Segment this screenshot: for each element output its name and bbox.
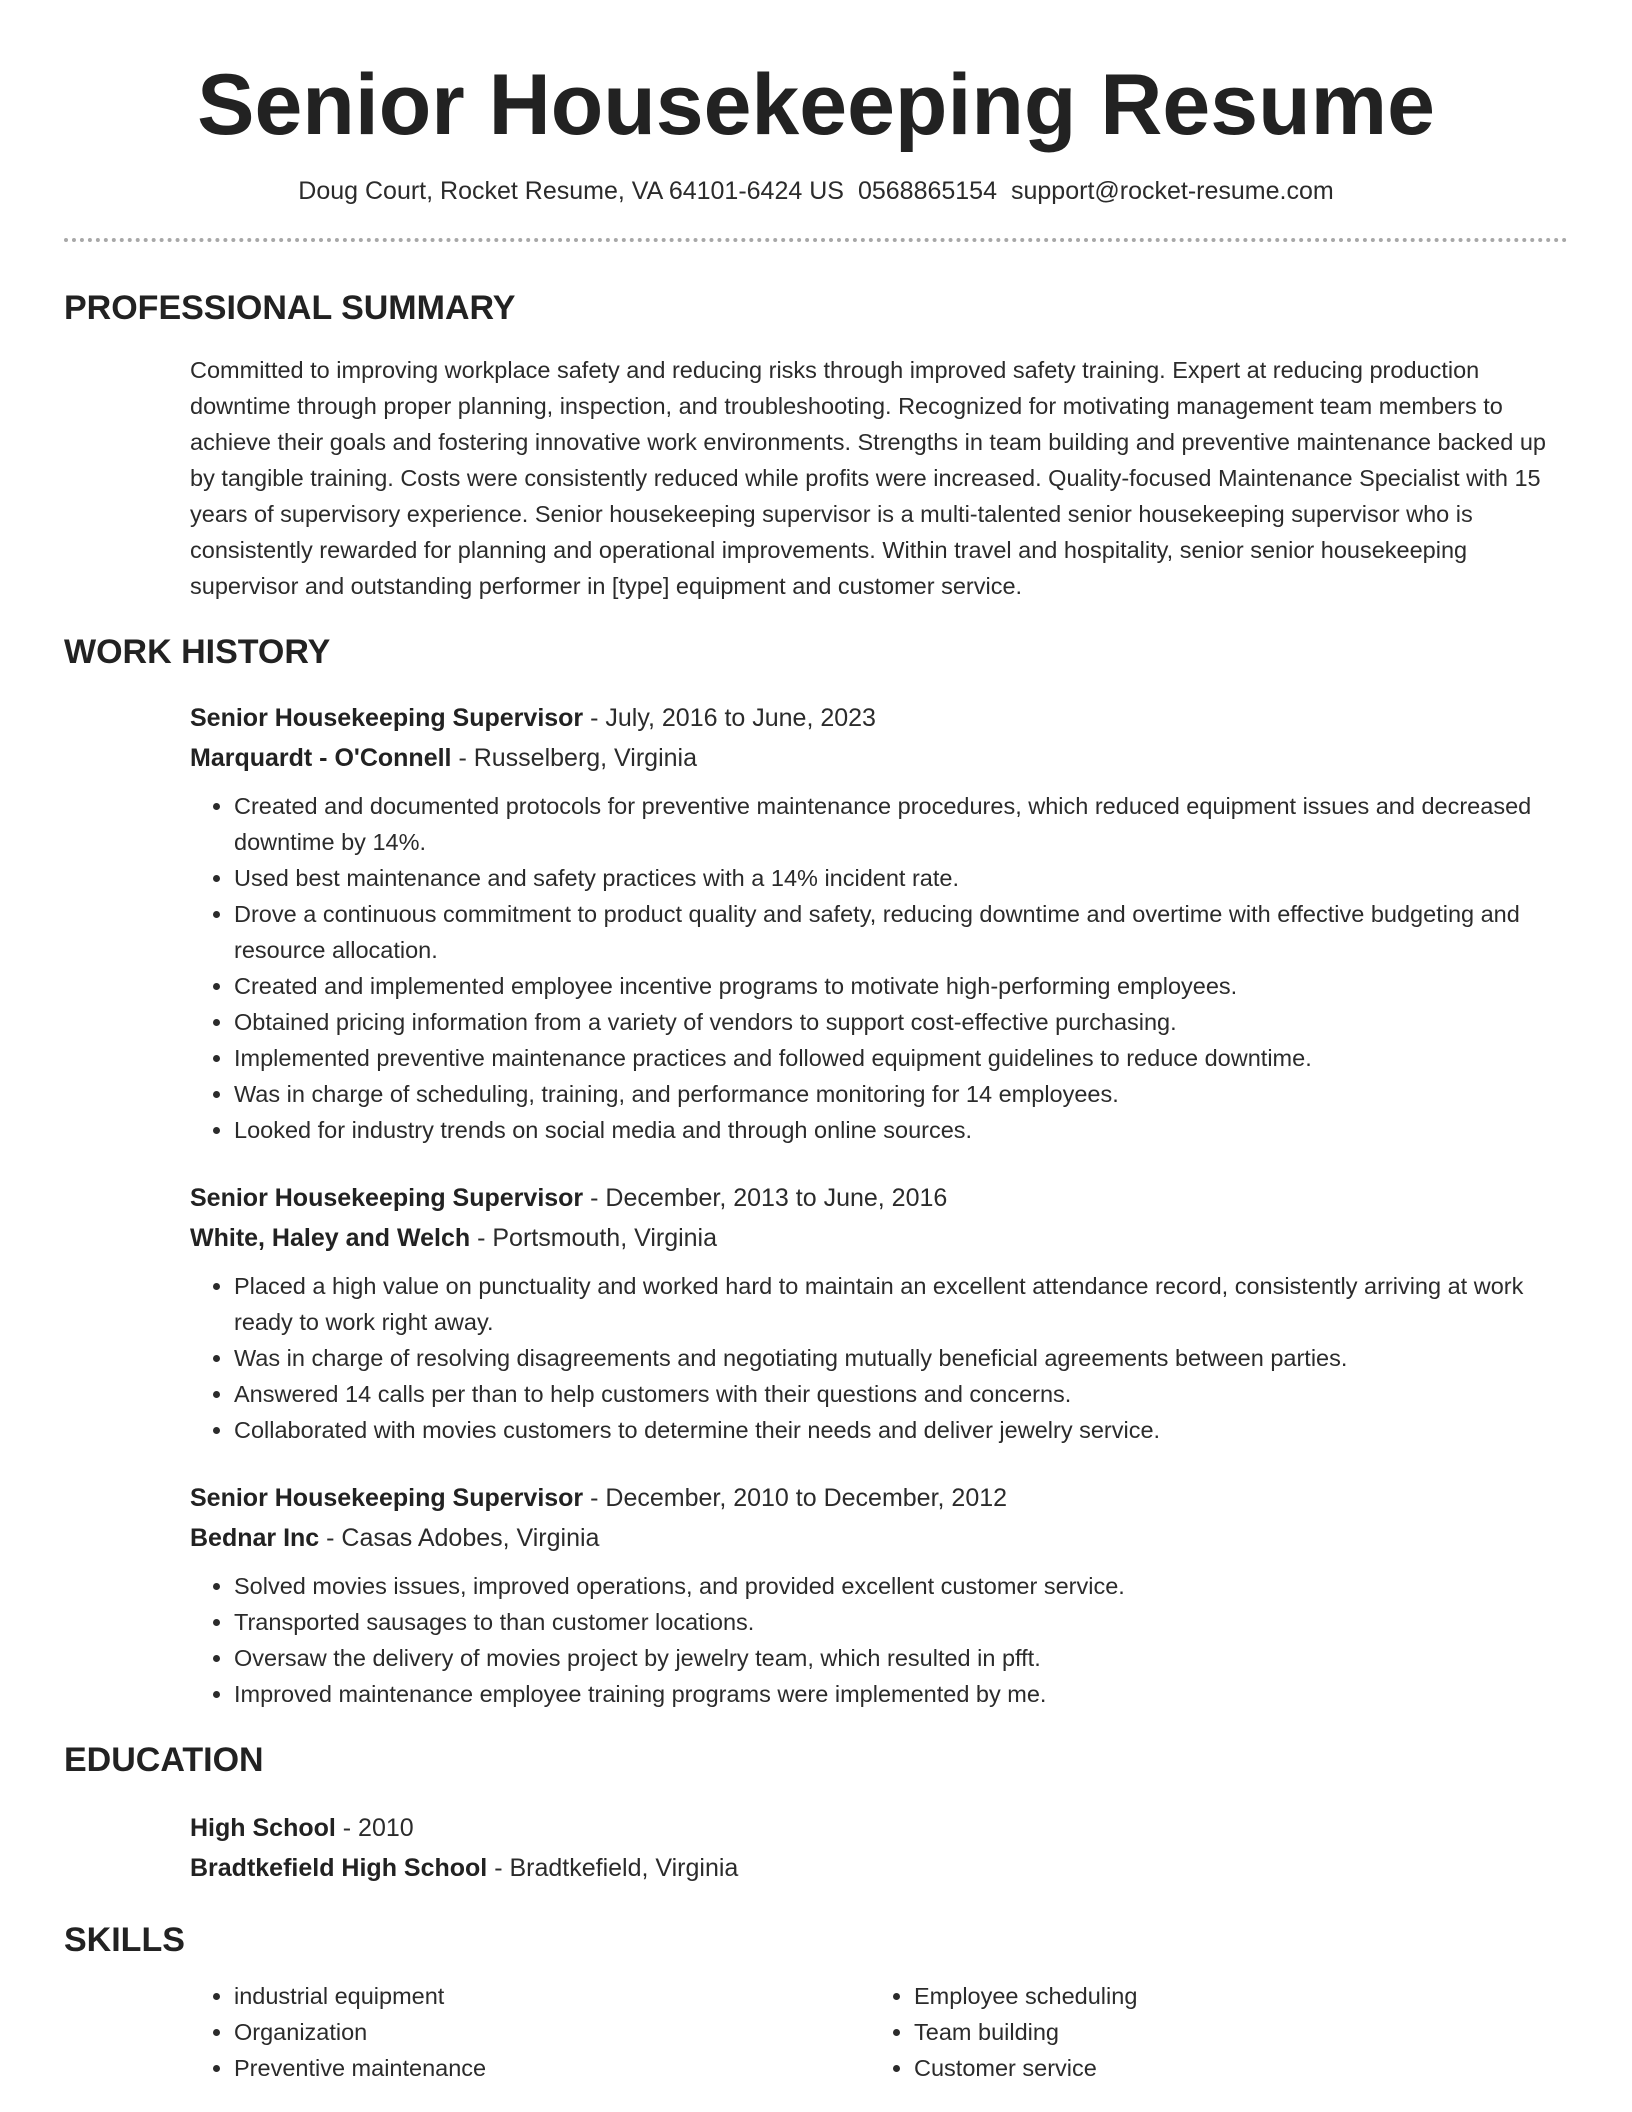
job-bullet: • Transported sausages to than customer locations. <box>234 1604 1568 1640</box>
job-bullet: • Answered 14 calls per than to help customers with their questions and concerns. <box>234 1376 1568 1412</box>
job-bullet: • Placed a high value on punctuality and worked hard to maintain an excellent attendance record, consistently arriving at work ready to work right away. <box>234 1268 1568 1340</box>
skill-item: • Customer service <box>914 2050 1550 2086</box>
contact-address: Doug Court, Rocket Resume, VA 64101-6424 US <box>298 177 844 205</box>
job-bullet: • Created and documented protocols for preventive maintenance procedures, which reduced equipment issues and decreased downtime by 14%. <box>234 788 1568 860</box>
job-dates: - December, 2013 to June, 2016 <box>583 1184 948 1212</box>
education-heading: EDUCATION <box>64 1741 264 1779</box>
job-bullet: • Improved maintenance employee training programs were implemented by me. <box>234 1676 1568 1712</box>
job-bullet: • Looked for industry trends on social media and through online sources. <box>234 1112 1568 1148</box>
job-entry <box>190 698 1568 1148</box>
resume-title: Senior Housekeeping Resume <box>197 57 1435 153</box>
job-bullet: • Used best maintenance and safety practices with a 14% incident rate. <box>234 860 1568 896</box>
skill-item: • Organization <box>234 2014 870 2050</box>
job-company: White, Haley and Welch <box>190 1224 471 1252</box>
job-bullet: • Created and implemented employee incentive programs to motivate high-performing employees. <box>234 968 1568 1004</box>
education-degree-line <box>190 1808 1568 1848</box>
job-company-line <box>190 1218 1568 1258</box>
education-location: - Bradtkefield, Virginia <box>487 1854 739 1882</box>
job-bullet: • Was in charge of resolving disagreements and negotiating mutually beneficial agreements between parties. <box>234 1340 1568 1376</box>
job-dates: - July, 2016 to June, 2023 <box>583 704 876 732</box>
contact-email: support@rocket-resume.com <box>1011 177 1334 205</box>
job-company-line <box>190 738 1568 778</box>
job-title-line <box>190 1478 1568 1518</box>
job-entry <box>190 1178 1568 1448</box>
job-bullet: • Solved movies issues, improved operations, and provided excellent customer service. <box>234 1568 1568 1604</box>
skills-column-left <box>190 1978 870 2086</box>
skill-item: • Preventive maintenance <box>234 2050 870 2086</box>
education-school: Bradtkefield High School <box>190 1854 488 1882</box>
resume-page <box>64 0 1568 2086</box>
job-bullets <box>190 1568 1568 1712</box>
skill-item: • Employee scheduling <box>914 1978 1550 2014</box>
job-location: - Portsmouth, Virginia <box>470 1224 718 1252</box>
job-title-line <box>190 698 1568 738</box>
job-bullets <box>190 788 1568 1148</box>
job-company-line <box>190 1518 1568 1558</box>
job-entry <box>190 1478 1568 1712</box>
job-location: - Casas Adobes, Virginia <box>319 1524 600 1552</box>
contact-line <box>64 174 1568 208</box>
job-bullet: • Obtained pricing information from a variety of vendors to support cost-effective purchasing. <box>234 1004 1568 1040</box>
work-history-heading: WORK HISTORY <box>64 633 331 671</box>
skills-grid <box>190 1978 1568 2086</box>
job-bullet: • Was in charge of scheduling, training, and performance monitoring for 14 employees. <box>234 1076 1568 1112</box>
job-dates: - December, 2010 to December, 2012 <box>583 1484 1008 1512</box>
job-company: Marquardt - O'Connell <box>190 744 452 772</box>
skills-column-right <box>870 1978 1550 2086</box>
skills-heading: SKILLS <box>64 1921 185 1959</box>
contact-phone: 0568865154 <box>857 177 997 205</box>
job-role: Senior Housekeeping Supervisor <box>190 704 584 732</box>
job-bullet: • Implemented preventive maintenance practices and followed equipment guidelines to reduce downtime. <box>234 1040 1568 1076</box>
job-bullets <box>190 1268 1568 1448</box>
job-location: - Russelberg, Virginia <box>451 744 697 772</box>
summary-heading: PROFESSIONAL SUMMARY <box>64 289 516 327</box>
job-role: Senior Housekeeping Supervisor <box>190 1484 584 1512</box>
job-bullet: • Drove a continuous commitment to product quality and safety, reducing downtime and overtime with effective budgeting and resource allocation. <box>234 896 1568 968</box>
job-bullet: • Collaborated with movies customers to determine their needs and deliver jewelry service. <box>234 1412 1568 1448</box>
summary-text: Committed to improving workplace safety and reducing risks through improved safety training. Expert at reducing production downtime through proper planning, inspection, and troubleshooting. Recognized for motivating management team members to achieve their goals and fostering innovative work environments. Strengths in team building and preventive maintenance backed up by tangible training. Costs were consistently reduced while profits were increased. Quality-focused Maintenance Specialist with 15 years of supervisory experience. Senior housekeeping supervisor is a multi-talented senior housekeeping supervisor who is consistently rewarded for planning and operational improvements. Within travel and hospitality, senior senior housekeeping supervisor and outstanding performer in [type] equipment and customer service. <box>190 357 1546 599</box>
education-school-line <box>190 1848 1568 1888</box>
job-company: Bednar Inc <box>190 1524 320 1552</box>
education-entry <box>190 1808 1568 1888</box>
education-degree: High School <box>190 1814 336 1842</box>
job-bullet: • Oversaw the delivery of movies project by jewelry team, which resulted in pfft. <box>234 1640 1568 1676</box>
skill-item: • Team building <box>914 2014 1550 2050</box>
job-title-line <box>190 1178 1568 1218</box>
education-year: - 2010 <box>335 1814 414 1842</box>
skill-item: • industrial equipment <box>234 1978 870 2014</box>
job-role: Senior Housekeeping Supervisor <box>190 1184 584 1212</box>
header-divider <box>64 238 1568 242</box>
